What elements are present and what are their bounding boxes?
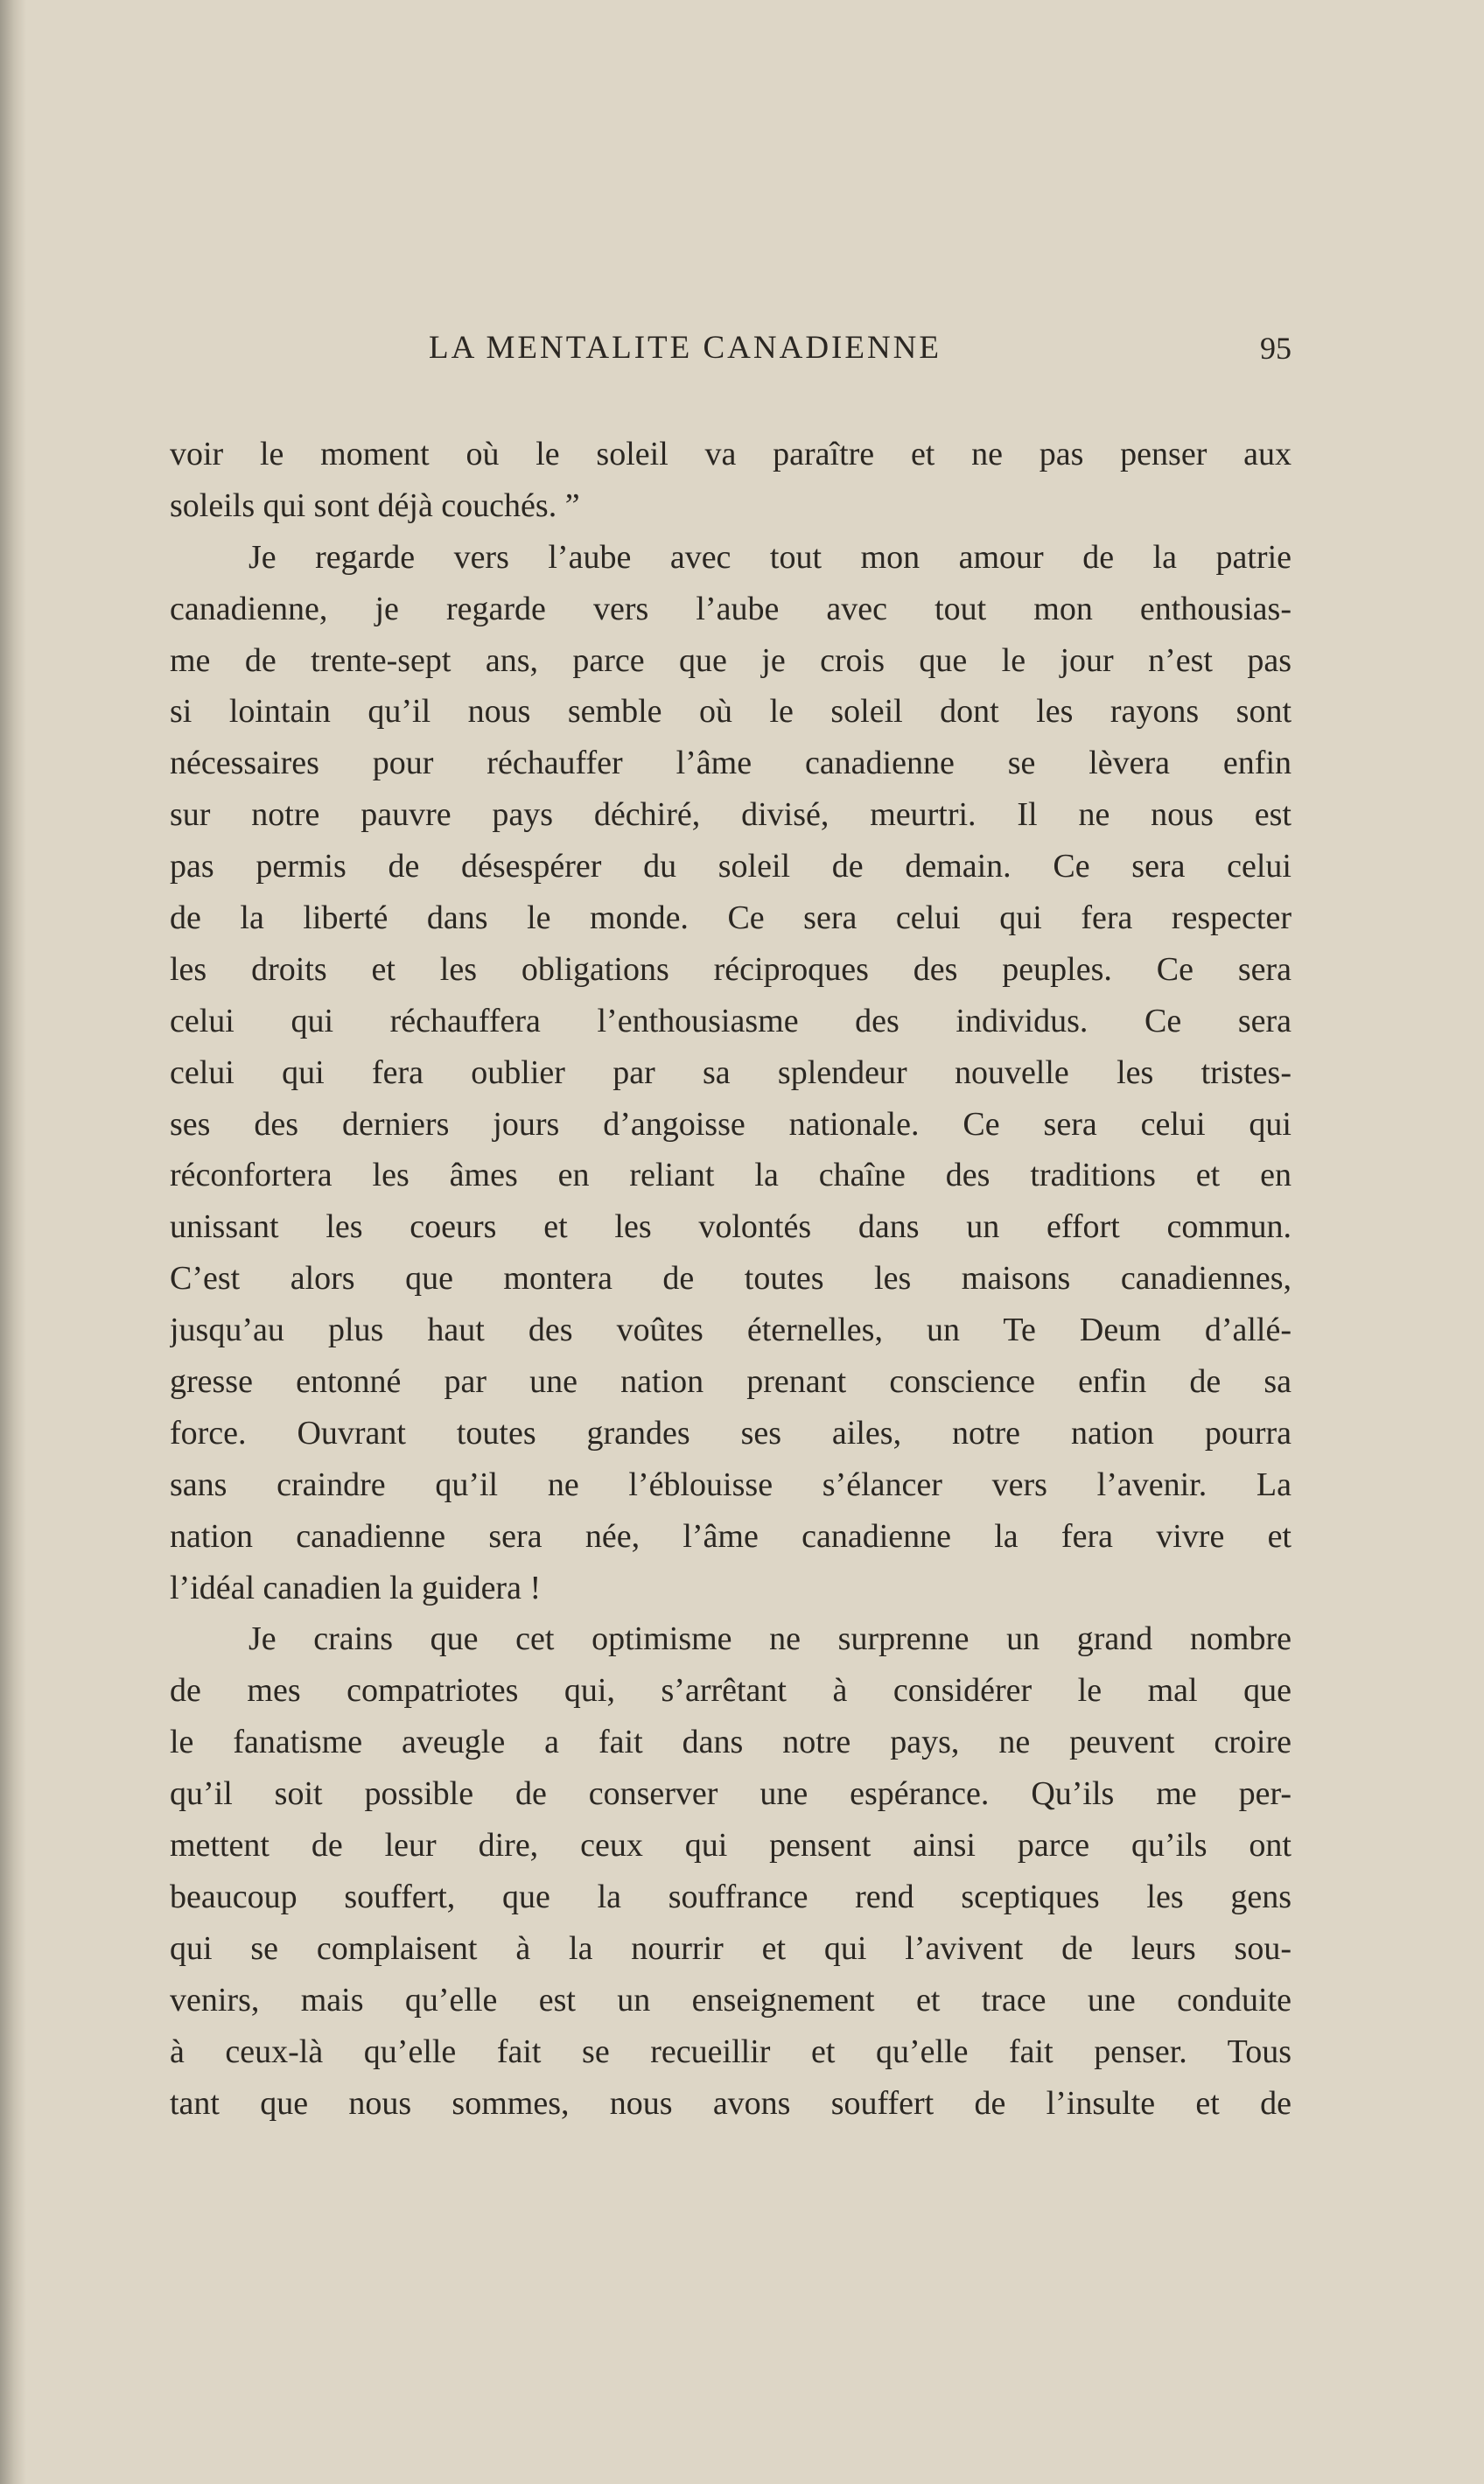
text-line: jusqu’au plus haut des voûtes éternelles, un Te Deum d’allé- xyxy=(170,1312,1292,1349)
text-line: C’est alors que montera de toutes les maisons canadiennes, xyxy=(170,1260,1292,1298)
text-line: tant que nous sommes, nous avons souffert de l’insulte et de xyxy=(170,2084,1292,2122)
text-line: à ceux-là qu’elle fait se recueillir et qu’elle fait penser. Tous xyxy=(170,2033,1292,2070)
text-line: les droits et les obligations réciproques des peuples. Ce sera xyxy=(170,950,1292,988)
text-line: de la liberté dans le monde. Ce sera celui qui fera respecter xyxy=(170,899,1292,937)
text-line: sans craindre qu’il ne l’éblouisse s’élancer vers l’avenir. La xyxy=(170,1466,1292,1503)
text-line: celui qui fera oublier par sa splendeur nouvelle les tristes- xyxy=(170,1053,1292,1091)
text-line: canadienne, je regarde vers l’aube avec tout mon enthousias- xyxy=(170,590,1292,627)
text-line: de mes compatriotes qui, s’arrêtant à considérer le mal que xyxy=(170,1672,1292,1710)
page-header xyxy=(170,322,1292,374)
text-line: mettent de leur dire, ceux qui pensent ainsi parce qu’ils ont xyxy=(170,1827,1292,1865)
running-title: LA MENTALITE CANADIENNE xyxy=(429,330,942,366)
text-line: force. Ouvrant toutes grandes ses ailes, notre nation pourra xyxy=(170,1414,1292,1452)
text-line: Je crains que cet optimisme ne surprenne un grand nombre xyxy=(248,1620,1292,1658)
text-line: nation canadienne sera née, l’âme canadienne la fera vivre et xyxy=(170,1517,1292,1555)
text-line: soleils qui sont déjà couchés. ” xyxy=(170,486,580,524)
text-line: venirs, mais qu’elle est un enseignement et trace une conduite xyxy=(170,1981,1292,2019)
text-line: voir le moment où le soleil va paraître et ne pas penser aux xyxy=(170,436,1292,472)
text-line: me de trente-sept ans, parce que je crois que le jour n’est pas xyxy=(170,641,1292,679)
text-line: gresse entonné par une nation prenant conscience enfin de sa xyxy=(170,1363,1292,1401)
text-line: réconfortera les âmes en reliant la chaîne des traditions et en xyxy=(170,1157,1292,1194)
text-line: sur notre pauvre pays déchiré, divisé, meurtri. Il ne nous est xyxy=(170,796,1292,834)
text-line: qu’il soit possible de conserver une espérance. Qu’ils me per- xyxy=(170,1775,1292,1813)
text-line: si lointain qu’il nous semble où le soleil dont les rayons sont xyxy=(170,693,1292,731)
text-line: beaucoup souffert, que la souffrance rend sceptiques les gens xyxy=(170,1878,1292,1915)
book-gutter-shadow xyxy=(0,0,26,2484)
text-line: l’idéal canadien la guidera ! xyxy=(170,1569,542,1606)
text-line: le fanatisme aveugle a fait dans notre pays, ne peuvent croire xyxy=(170,1724,1292,1761)
text-line: pas permis de désespérer du soleil de demain. Ce sera celui xyxy=(170,848,1292,885)
text-line: ses des derniers jours d’angoisse nationale. Ce sera celui qui xyxy=(170,1105,1292,1143)
text-line: nécessaires pour réchauffer l’âme canadienne se lèvera enfin xyxy=(170,745,1292,782)
page-number: 95 xyxy=(1260,331,1292,366)
text-line: Je regarde vers l’aube avec tout mon amour de la patrie xyxy=(248,538,1292,576)
text-line: qui se complaisent à la nourrir et qui l’avivent de leurs sou- xyxy=(170,1929,1292,1967)
text-line: unissant les coeurs et les volontés dans un effort commun. xyxy=(170,1208,1292,1246)
text-line: celui qui réchauffera l’enthousiasme des individus. Ce sera xyxy=(170,1002,1292,1039)
text-body xyxy=(170,429,1292,2129)
